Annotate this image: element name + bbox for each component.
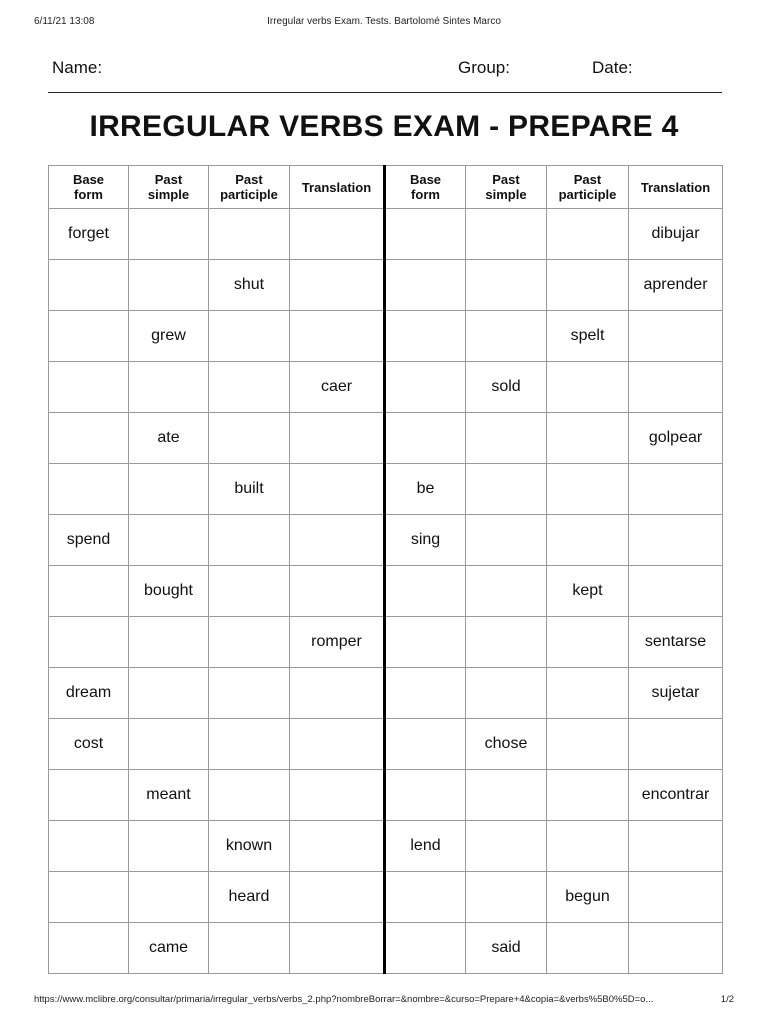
table-row [49, 566, 723, 617]
print-document-title: Irregular verbs Exam. Tests. Bartolomé Sintes Marco [267, 16, 501, 27]
verb-cell: bought [129, 566, 209, 617]
column-header-text: participle [220, 187, 278, 202]
date-label: Date: [592, 58, 633, 77]
verb-cell [385, 362, 466, 413]
verb-cell [49, 362, 129, 413]
verb-cell: came [129, 923, 209, 974]
verb-cell [129, 515, 209, 566]
verb-cell [209, 617, 290, 668]
verb-cell [209, 362, 290, 413]
verb-cell: sold [466, 362, 547, 413]
verb-cell [547, 668, 629, 719]
column-header-text: simple [147, 187, 190, 202]
verb-cell [209, 311, 290, 362]
verb-cell: kept [547, 566, 629, 617]
verb-cell [49, 617, 129, 668]
column-header [290, 166, 385, 209]
verb-cell [290, 872, 385, 923]
verb-cell: meant [129, 770, 209, 821]
verb-cell [547, 719, 629, 770]
verb-cell [129, 719, 209, 770]
verb-cell [129, 872, 209, 923]
verb-cell [209, 209, 290, 260]
verb-cell [209, 515, 290, 566]
verb-cell [385, 770, 466, 821]
column-header [385, 166, 466, 209]
verb-cell [290, 260, 385, 311]
verb-cell [547, 770, 629, 821]
verb-cell [209, 413, 290, 464]
verb-cell: ate [129, 413, 209, 464]
verb-cell [629, 923, 723, 974]
verb-cell [466, 515, 547, 566]
verb-cell [209, 770, 290, 821]
verb-cell [129, 668, 209, 719]
verb-cell [385, 668, 466, 719]
verb-cell [629, 464, 723, 515]
verb-cell [629, 821, 723, 872]
verb-cell: shut [209, 260, 290, 311]
column-header-text: Base [409, 172, 442, 187]
verb-cell [129, 617, 209, 668]
verb-cell [466, 668, 547, 719]
table-row [49, 923, 723, 974]
verb-cell [49, 872, 129, 923]
verb-cell [385, 209, 466, 260]
table-row [49, 668, 723, 719]
verb-cell [385, 413, 466, 464]
verb-cell [466, 413, 547, 464]
print-url: https://www.mclibre.org/consultar/primaria/irregular_verbs/verbs_2.php?nombreBorrar=&nombre=&curso=Prepare+4&copia=&verbs%5B0%5D=o... [34, 994, 654, 1005]
verb-cell [209, 719, 290, 770]
page-number: 1/2 [720, 994, 734, 1005]
verb-cell [466, 872, 547, 923]
verb-cell [49, 923, 129, 974]
verb-cell [466, 821, 547, 872]
verb-cell [290, 464, 385, 515]
verb-cell [290, 566, 385, 617]
verb-cell [290, 821, 385, 872]
verb-cell [629, 566, 723, 617]
exam-title: IRREGULAR VERBS EXAM - PREPARE 4 [89, 110, 679, 143]
verb-cell: dibujar [629, 209, 723, 260]
column-header-text: Past [573, 172, 602, 187]
verb-cell [547, 209, 629, 260]
verb-cell [629, 872, 723, 923]
column-header-text: Past [235, 172, 263, 187]
table-row [49, 260, 723, 311]
verb-cell [466, 566, 547, 617]
table-row [49, 464, 723, 515]
verb-cell [385, 566, 466, 617]
verb-cell [49, 311, 129, 362]
verb-cell: forget [49, 209, 129, 260]
verb-cell: romper [290, 617, 385, 668]
verb-cell: cost [49, 719, 129, 770]
verb-cell [547, 515, 629, 566]
verb-cell [129, 464, 209, 515]
table-row [49, 413, 723, 464]
verb-cell [290, 923, 385, 974]
verb-cell [385, 311, 466, 362]
student-fields [52, 58, 722, 80]
verb-cell: encontrar [629, 770, 723, 821]
verb-cell [466, 464, 547, 515]
column-header-text: Translation [640, 179, 711, 195]
verb-cell [629, 719, 723, 770]
column-header-text: Past [492, 172, 520, 187]
verb-cell: spend [49, 515, 129, 566]
verb-cell: lend [385, 821, 466, 872]
verb-cell [129, 260, 209, 311]
verb-cell [290, 668, 385, 719]
table-row [49, 821, 723, 872]
verb-cell: built [209, 464, 290, 515]
verb-cell [385, 719, 466, 770]
verb-cell [209, 566, 290, 617]
verb-cell [129, 209, 209, 260]
column-header [209, 166, 290, 209]
verb-cell: golpear [629, 413, 723, 464]
group-label: Group: [458, 58, 510, 77]
verb-cell [547, 260, 629, 311]
verb-cell [49, 464, 129, 515]
column-header [629, 166, 723, 209]
table-header-row [49, 166, 723, 209]
verb-cell [629, 515, 723, 566]
verb-cell: aprender [629, 260, 723, 311]
verbs-table [48, 165, 723, 974]
verb-cell [290, 413, 385, 464]
column-header-text: Translation [301, 179, 372, 195]
verb-cell [547, 617, 629, 668]
verb-cell [209, 668, 290, 719]
header-rule [48, 92, 722, 93]
verb-cell [290, 209, 385, 260]
column-header [547, 166, 629, 209]
table-row [49, 770, 723, 821]
verb-cell: said [466, 923, 547, 974]
verb-cell [466, 209, 547, 260]
column-header-text: form [411, 187, 440, 202]
verb-cell [466, 770, 547, 821]
verb-cell [49, 566, 129, 617]
verb-cell [466, 617, 547, 668]
verb-cell [209, 923, 290, 974]
verb-cell [547, 821, 629, 872]
verb-cell [547, 362, 629, 413]
table-row [49, 872, 723, 923]
column-header-text: Base [72, 172, 105, 187]
verb-cell: dream [49, 668, 129, 719]
verb-cell: chose [466, 719, 547, 770]
verb-cell [290, 770, 385, 821]
verb-cell [49, 821, 129, 872]
verb-cell [547, 464, 629, 515]
verb-cell [49, 770, 129, 821]
table-row [49, 362, 723, 413]
verb-cell [290, 719, 385, 770]
table-row [49, 209, 723, 260]
verb-cell [290, 311, 385, 362]
verb-cell: known [209, 821, 290, 872]
verb-cell [385, 617, 466, 668]
verb-cell: sentarse [629, 617, 723, 668]
name-label: Name: [52, 58, 103, 77]
column-header-text: simple [485, 187, 527, 202]
verb-cell [547, 923, 629, 974]
verb-cell: begun [547, 872, 629, 923]
verb-cell [385, 260, 466, 311]
verb-cell: sujetar [629, 668, 723, 719]
verb-cell: spelt [547, 311, 629, 362]
verb-cell [385, 923, 466, 974]
verb-cell: be [385, 464, 466, 515]
verb-cell: caer [290, 362, 385, 413]
verb-cell [385, 872, 466, 923]
verb-cell [290, 515, 385, 566]
verb-cell [466, 311, 547, 362]
table-row [49, 311, 723, 362]
column-header-text: Past [154, 172, 183, 187]
column-header-text: participle [558, 187, 617, 202]
column-header [466, 166, 547, 209]
verb-cell [129, 362, 209, 413]
verb-cell [49, 260, 129, 311]
print-timestamp: 6/11/21 13:08 [34, 16, 95, 27]
table-row [49, 617, 723, 668]
verb-cell [547, 413, 629, 464]
verb-cell: sing [385, 515, 466, 566]
verb-cell: grew [129, 311, 209, 362]
verb-cell [629, 311, 723, 362]
verb-cell: heard [209, 872, 290, 923]
table-row [49, 719, 723, 770]
column-header [49, 166, 129, 209]
column-header-text: form [74, 187, 103, 202]
verb-cell [129, 821, 209, 872]
verb-cell [49, 413, 129, 464]
column-header [129, 166, 209, 209]
verb-cell [466, 260, 547, 311]
table-row [49, 515, 723, 566]
verb-cell [629, 362, 723, 413]
